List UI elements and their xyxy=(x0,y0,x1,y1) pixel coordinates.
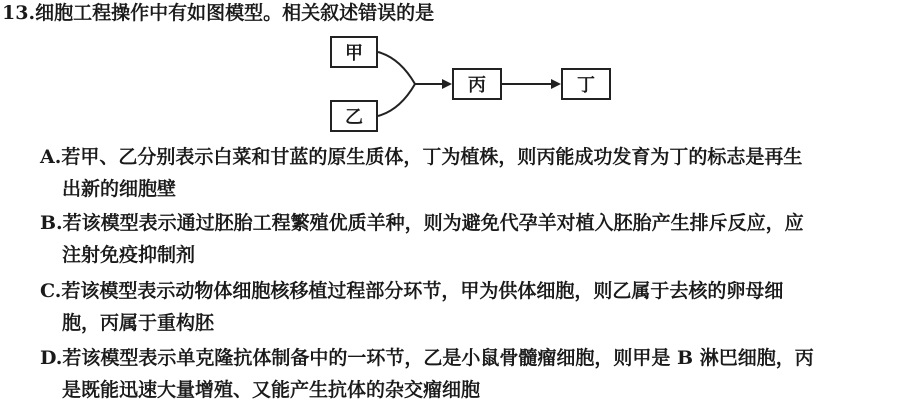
box-jia xyxy=(330,36,378,68)
arrow-to-ding-head xyxy=(551,79,561,89)
option-a xyxy=(40,141,902,205)
option-b-line1: B.若该模型表示通过胚胎工程繁殖优质羊种，则为避免代孕羊对植入胚胎产生排斥反应，应 xyxy=(40,212,804,234)
box-ding-label: 丁 xyxy=(577,75,595,96)
box-yi-label: 乙 xyxy=(345,107,363,128)
box-bing xyxy=(452,68,502,100)
option-d xyxy=(40,342,902,406)
box-jia-label: 甲 xyxy=(345,43,363,64)
option-d-line2: 是既能迅速大量增殖、又能产生抗体的杂交瘤细胞 xyxy=(62,379,481,401)
option-c-line1: C.若该模型表示动物体细胞核移植过程部分环节，甲为供体细胞，则乙属于去核的卵母细 xyxy=(40,280,784,302)
option-a-line1: A.若甲、乙分别表示白菜和甘蓝的原生质体，丁为植株，则丙能成功发育为丁的标志是再生 xyxy=(40,146,803,168)
question-number: 13. xyxy=(2,2,36,24)
option-c-line2: 胞，丙属于重构胚 xyxy=(62,312,215,334)
option-b xyxy=(40,207,902,271)
cell-engineering-diagram xyxy=(300,28,640,138)
option-b-line2: 注射免疫抑制剂 xyxy=(62,244,196,266)
arrow-to-bing-head xyxy=(442,79,452,89)
connector-yi xyxy=(378,84,415,116)
question-text: 细胞工程操作中有如图模型。相关叙述错误的是 xyxy=(35,2,435,24)
box-ding xyxy=(561,68,611,100)
option-d-line1: D.若该模型表示单克隆抗体制备中的一环节，乙是小鼠骨髓瘤细胞，则甲是 B 淋巴细胞，丙 xyxy=(40,347,814,369)
option-c xyxy=(40,275,902,339)
box-bing-label: 丙 xyxy=(468,75,486,96)
connector-jia xyxy=(378,52,415,84)
box-yi xyxy=(330,100,378,132)
question-stem xyxy=(2,0,434,26)
option-a-line2: 出新的细胞壁 xyxy=(62,178,177,200)
